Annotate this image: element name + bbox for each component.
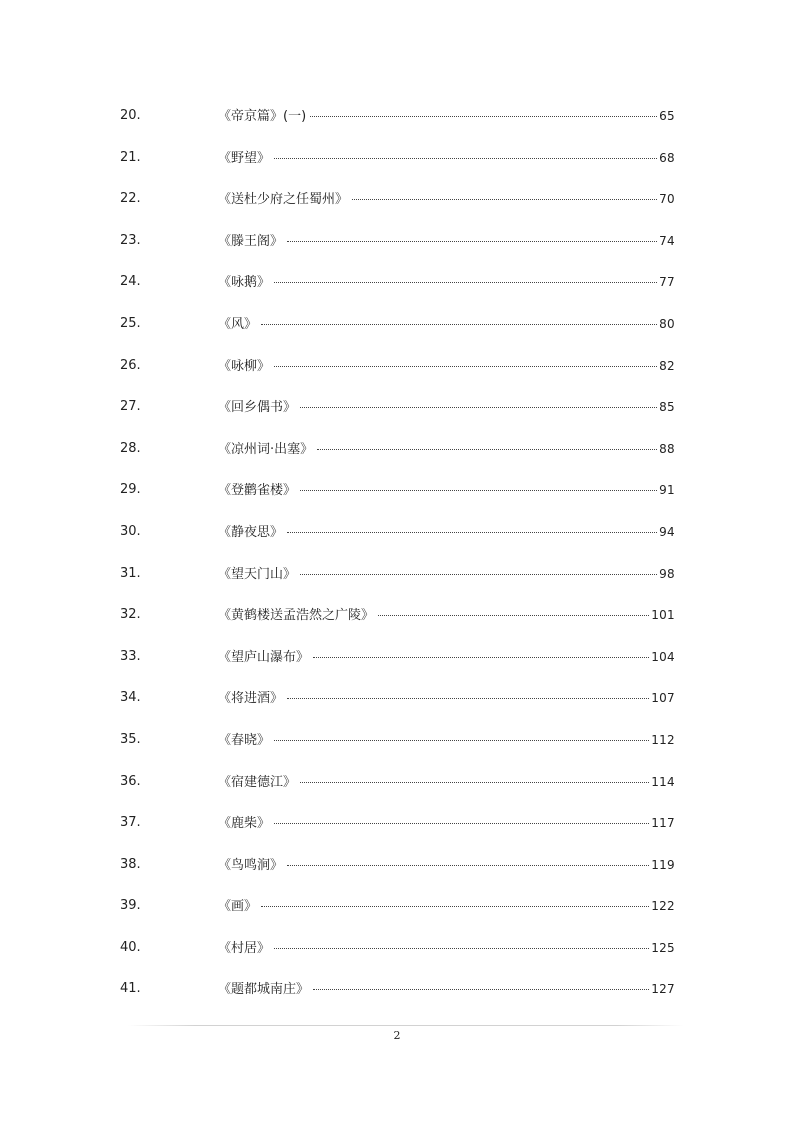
toc-entry-line	[218, 189, 675, 210]
toc-entry-number: 32.	[120, 607, 141, 623]
toc-dot-leader	[274, 823, 649, 824]
toc-entry-page-number: 117	[651, 816, 675, 831]
toc-entry-number: 34.	[120, 690, 141, 706]
toc-entry-line	[218, 979, 675, 1000]
toc-entry-title[interactable]: 《题都城南庄》	[218, 982, 310, 998]
toc-entry[interactable]	[120, 813, 675, 855]
toc-entry-page-number: 91	[659, 483, 675, 498]
toc-entry-line	[218, 647, 675, 668]
toc-dot-leader	[274, 740, 649, 741]
toc-entry-line	[218, 148, 675, 169]
toc-dot-leader	[287, 241, 657, 242]
page-number: 2	[393, 1029, 401, 1042]
toc-entry-number: 24.	[120, 274, 141, 290]
toc-entry[interactable]	[120, 772, 675, 814]
toc-dot-leader	[378, 615, 649, 616]
toc-dot-leader	[300, 574, 657, 575]
toc-entry-page-number: 114	[651, 774, 675, 789]
toc-entry-page-number: 82	[659, 358, 675, 373]
toc-entry-page-number: 122	[651, 899, 675, 914]
toc-entry-number: 27.	[120, 399, 141, 415]
toc-dot-leader	[261, 324, 657, 325]
toc-entry-number: 23.	[120, 232, 141, 248]
toc-entry-page-number: 74	[659, 233, 675, 248]
toc-entry-title[interactable]: 《野望》	[218, 150, 271, 166]
toc-entry-page-number: 98	[659, 566, 675, 581]
toc-entry-number: 26.	[120, 357, 141, 373]
toc-entry-page-number: 119	[651, 857, 675, 872]
toc-entry-number: 41.	[120, 981, 141, 997]
toc-entry-line	[218, 522, 675, 543]
toc-dot-leader	[274, 366, 657, 367]
toc-entry-number: 31.	[120, 565, 141, 581]
toc-entry-title[interactable]: 《望天门山》	[218, 566, 297, 582]
toc-entry-page-number: 80	[659, 316, 675, 331]
toc-entry[interactable]	[120, 439, 675, 481]
toc-entry-page-number: 70	[659, 192, 675, 207]
toc-entry-page-number: 127	[651, 982, 675, 997]
toc-dot-leader	[313, 657, 649, 658]
toc-entry-line	[218, 272, 675, 293]
toc-entry-number: 21.	[120, 149, 141, 165]
toc-entry[interactable]	[120, 855, 675, 897]
toc-entry-number: 29.	[120, 482, 141, 498]
toc-entry-line	[218, 605, 675, 626]
toc-entry-line	[218, 730, 675, 751]
toc-entry[interactable]	[120, 730, 675, 772]
toc-entry-line	[218, 938, 675, 959]
toc-entry[interactable]	[120, 272, 675, 314]
toc-dot-leader	[300, 782, 649, 783]
toc-entry-title[interactable]: 《画》	[218, 899, 258, 915]
toc-dot-leader	[300, 407, 657, 408]
toc-entry[interactable]	[120, 148, 675, 190]
toc-entry-line	[218, 855, 675, 876]
table-of-contents	[120, 106, 675, 1021]
toc-entry-title[interactable]: 《风》	[218, 316, 258, 332]
toc-entry-line	[218, 356, 675, 377]
toc-entry-title[interactable]: 《帝京篇》(一)	[218, 109, 307, 124]
toc-dot-leader	[352, 199, 657, 200]
toc-entry-title[interactable]: 《滕王阁》	[218, 233, 284, 249]
toc-entry-line	[218, 231, 675, 252]
toc-dot-leader	[287, 698, 649, 699]
toc-entry-number: 30.	[120, 523, 141, 539]
toc-entry-number: 25.	[120, 315, 141, 331]
toc-entry-title[interactable]: 《回乡偶书》	[218, 400, 297, 416]
toc-entry-page-number: 125	[651, 940, 675, 955]
toc-entry[interactable]	[120, 647, 675, 689]
toc-dot-leader	[313, 989, 649, 990]
toc-dot-leader	[287, 532, 657, 533]
toc-entry-page-number: 94	[659, 524, 675, 539]
toc-entry-number: 37.	[120, 815, 141, 831]
toc-entry-title[interactable]: 《鹿柴》	[218, 816, 271, 832]
toc-entry-line	[218, 896, 675, 917]
toc-entry[interactable]	[120, 480, 675, 522]
toc-entry-number: 39.	[120, 898, 141, 914]
toc-entry[interactable]	[120, 605, 675, 647]
toc-entry-page-number: 85	[659, 400, 675, 415]
toc-dot-leader	[287, 865, 649, 866]
toc-entry-number: 35.	[120, 731, 141, 747]
toc-entry-page-number: 112	[651, 732, 675, 747]
toc-dot-leader	[274, 948, 649, 949]
toc-entry[interactable]	[120, 896, 675, 938]
toc-entry[interactable]	[120, 314, 675, 356]
toc-entry-number: 40.	[120, 939, 141, 955]
toc-entry-title[interactable]: 《静夜思》	[218, 524, 284, 540]
toc-entry-line	[218, 772, 675, 793]
toc-entry-title[interactable]: 《咏柳》	[218, 358, 271, 374]
toc-entry-line	[218, 813, 675, 834]
toc-entry-title[interactable]: 《将进酒》	[218, 691, 284, 707]
toc-entry-number: 28.	[120, 440, 141, 456]
toc-entry-number: 38.	[120, 856, 141, 872]
toc-dot-leader	[261, 906, 649, 907]
toc-entry-page-number: 68	[659, 150, 675, 165]
toc-entry[interactable]	[120, 189, 675, 231]
toc-entry-page-number: 65	[659, 109, 675, 123]
toc-entry-page-number: 101	[651, 608, 675, 623]
toc-entry[interactable]	[120, 397, 675, 439]
toc-entry[interactable]	[120, 356, 675, 398]
toc-entry-number: 20.	[120, 108, 141, 123]
toc-entry-number: 33.	[120, 648, 141, 664]
toc-entry-number: 36.	[120, 773, 141, 789]
footer-divider	[128, 1025, 684, 1026]
toc-entry-title[interactable]: 《宿建德江》	[218, 774, 297, 790]
toc-entry[interactable]	[120, 522, 675, 564]
toc-entry-page-number: 77	[659, 275, 675, 290]
toc-entry-title[interactable]: 《凉州词·出塞》	[218, 441, 314, 457]
toc-entry-title[interactable]: 《鸟鸣涧》	[218, 857, 284, 873]
toc-entry-line	[218, 564, 675, 585]
toc-entry[interactable]	[120, 231, 675, 273]
toc-entry[interactable]	[120, 979, 675, 1021]
toc-entry-title[interactable]: 《村居》	[218, 940, 271, 956]
toc-entry-title[interactable]: 《望庐山瀑布》	[218, 649, 310, 665]
toc-dot-leader	[317, 449, 657, 450]
toc-dot-leader	[274, 158, 657, 159]
toc-entry-line	[218, 314, 675, 335]
toc-entry-title[interactable]: 《送杜少府之任蜀州》	[218, 192, 349, 208]
toc-entry-line	[218, 439, 675, 460]
toc-entry-line	[218, 688, 675, 709]
toc-entry-page-number: 107	[651, 691, 675, 706]
toc-entry-title[interactable]: 《咏鹅》	[218, 275, 271, 291]
toc-entry[interactable]	[120, 106, 675, 148]
toc-entry[interactable]	[120, 688, 675, 730]
toc-entry-page-number: 88	[659, 441, 675, 456]
toc-dot-leader	[274, 282, 657, 283]
toc-entry-title[interactable]: 《登鹳雀楼》	[218, 483, 297, 499]
toc-entry-line	[218, 480, 675, 501]
toc-dot-leader	[310, 116, 657, 117]
toc-entry[interactable]	[120, 564, 675, 606]
toc-entry-page-number: 104	[651, 649, 675, 664]
toc-entry[interactable]	[120, 938, 675, 980]
toc-dot-leader	[300, 490, 657, 491]
toc-entry-title[interactable]: 《春晓》	[218, 732, 271, 748]
toc-entry-line	[218, 397, 675, 418]
toc-entry-number: 22.	[120, 191, 141, 207]
toc-entry-line	[218, 106, 675, 127]
toc-entry-title[interactable]: 《黄鹤楼送孟浩然之广陵》	[218, 608, 375, 624]
